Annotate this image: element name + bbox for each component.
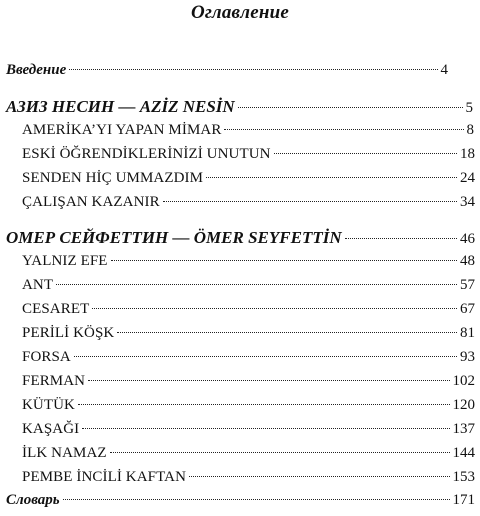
toc-entry[interactable] bbox=[22, 253, 475, 277]
dot-leader bbox=[345, 238, 457, 239]
entry-page: 153 bbox=[452, 469, 475, 485]
dot-leader bbox=[78, 404, 450, 405]
entry-label: ANT bbox=[22, 277, 54, 293]
toc-entry[interactable] bbox=[22, 277, 475, 301]
dot-leader bbox=[63, 499, 450, 500]
dot-leader bbox=[82, 428, 449, 429]
dot-leader bbox=[110, 452, 450, 453]
toc-entry[interactable] bbox=[22, 469, 475, 493]
dot-leader bbox=[74, 356, 457, 357]
toc-entry[interactable] bbox=[22, 325, 475, 349]
entry-page: 120 bbox=[452, 397, 475, 413]
entry-label: KAŞAĞI bbox=[22, 421, 80, 437]
toc-entry[interactable] bbox=[22, 421, 475, 445]
toc-section-aziz-nesin[interactable] bbox=[6, 97, 473, 121]
entry-page: 57 bbox=[460, 277, 475, 293]
toc-entry[interactable] bbox=[22, 122, 474, 146]
entry-label: FERMAN bbox=[22, 373, 86, 389]
entry-page: 4 bbox=[440, 62, 448, 78]
toc-entry[interactable] bbox=[22, 194, 475, 218]
entry-page: 81 bbox=[460, 325, 475, 341]
page-title: Оглавление bbox=[191, 2, 289, 23]
toc-entry[interactable] bbox=[22, 373, 475, 397]
dot-leader bbox=[69, 69, 437, 70]
entry-page: 67 bbox=[460, 301, 475, 317]
dot-leader bbox=[238, 107, 463, 108]
dot-leader bbox=[274, 153, 457, 154]
toc-entry-dictionary[interactable] bbox=[6, 492, 475, 516]
dot-leader bbox=[163, 201, 457, 202]
entry-page: 137 bbox=[452, 421, 475, 437]
entry-label: Введение bbox=[6, 62, 67, 78]
entry-page: 8 bbox=[466, 122, 474, 138]
section-page: 46 bbox=[460, 231, 475, 247]
entry-label: CESARET bbox=[22, 301, 90, 317]
toc-entry[interactable] bbox=[22, 170, 475, 194]
dot-leader bbox=[117, 332, 457, 333]
entry-page: 102 bbox=[452, 373, 475, 389]
entry-page: 34 bbox=[460, 194, 475, 210]
entry-label: YALNIZ EFE bbox=[22, 253, 108, 269]
entry-page: 171 bbox=[452, 492, 475, 508]
entry-page: 48 bbox=[460, 253, 475, 269]
entry-label: ÇALIŞAN KAZANIR bbox=[22, 194, 160, 210]
dot-leader bbox=[224, 129, 463, 130]
entry-page: 144 bbox=[452, 445, 475, 461]
entry-label: İLK NAMAZ bbox=[22, 445, 107, 461]
entry-label: AMERİKA’YI YAPAN MİMAR bbox=[22, 122, 222, 138]
toc-entry[interactable] bbox=[22, 397, 475, 421]
dot-leader bbox=[56, 284, 457, 285]
toc-entry[interactable] bbox=[22, 445, 475, 469]
toc-entry[interactable] bbox=[22, 146, 475, 170]
section-page: 5 bbox=[465, 100, 473, 116]
entry-label: PERİLİ KÖŞK bbox=[22, 325, 115, 341]
entry-page: 24 bbox=[460, 170, 475, 186]
toc-entry-intro[interactable] bbox=[6, 62, 448, 86]
dot-leader bbox=[92, 308, 457, 309]
entry-page: 18 bbox=[460, 146, 475, 162]
dot-leader bbox=[206, 177, 457, 178]
section-label: АЗИЗ НЕСИН — AZİZ NESİN bbox=[6, 97, 235, 116]
entry-label: FORSA bbox=[22, 349, 71, 365]
dot-leader bbox=[88, 380, 449, 381]
dot-leader bbox=[189, 476, 449, 477]
toc-entry[interactable] bbox=[22, 301, 475, 325]
toc-entry[interactable] bbox=[22, 349, 475, 373]
toc-section-omer-seyfettin[interactable] bbox=[6, 228, 475, 252]
entry-page: 93 bbox=[460, 349, 475, 365]
section-label: ОМЕР СЕЙФЕТТИН — ÖMER SEYFETTİN bbox=[6, 228, 342, 247]
entry-label: KÜTÜK bbox=[22, 397, 75, 413]
dot-leader bbox=[111, 260, 457, 261]
entry-label: Словарь bbox=[6, 492, 60, 508]
entry-label: ESKİ ÖĞRENDİKLERİNİZİ UNUTUN bbox=[22, 146, 271, 162]
entry-label: PEMBE İNCİLİ KAFTAN bbox=[22, 469, 187, 485]
entry-label: SENDEN HİÇ UMMAZDIM bbox=[22, 170, 204, 186]
